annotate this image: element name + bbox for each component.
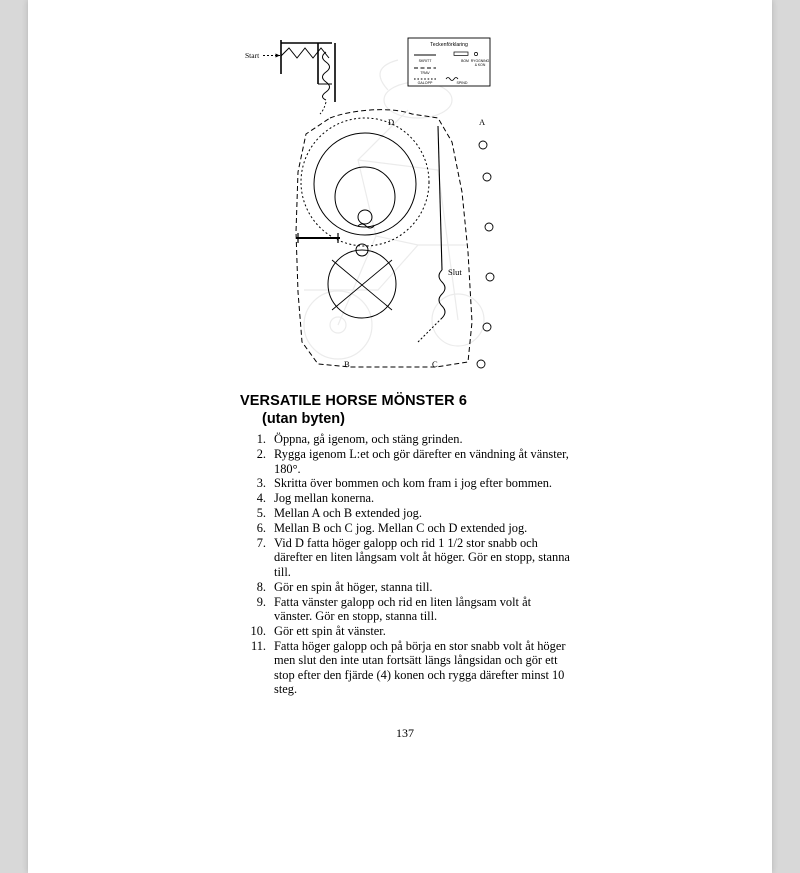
list-item [240, 447, 570, 476]
svg-text:RYGGNING: RYGGNING [470, 59, 490, 63]
step-number: 10. [250, 623, 266, 638]
long-side-line [418, 126, 445, 342]
list-item [240, 491, 570, 505]
diagram-legend [408, 38, 490, 86]
document-page [28, 0, 772, 873]
marker-b-label: B [344, 359, 350, 369]
step-text: Rygga igenom L:et och gör därefter en vändning åt vänster, 180°. [274, 447, 569, 476]
step-number: 5. [256, 506, 266, 521]
step-number: 3. [256, 476, 266, 491]
pattern-text-block [240, 392, 570, 697]
step-number: 2. [256, 447, 266, 462]
list-item [240, 476, 570, 490]
step-text: Fatta vänster galopp och rid en liten långsam volt åt vänster. Gör en stopp, stanna till. [274, 594, 532, 623]
step-number: 4. [256, 491, 266, 506]
step-text: Gör en spin åt höger, stanna till. [274, 579, 433, 594]
marker-c-label: C [432, 359, 438, 369]
step-number: 11. [250, 638, 266, 653]
diagram-marker-labels [344, 117, 486, 369]
step-text: Fatta höger galopp och på börja en stor snabb volt åt höger men slut den inte utan fortsätt längs långsidan och gör ett stop efter den fjärde (4) konen och rygga därefter minst 10 steg. [274, 638, 566, 696]
gate-and-l-backup [281, 40, 335, 114]
end-label: Slut [448, 267, 462, 277]
list-item [240, 521, 570, 535]
svg-text:TRAV: TRAV [420, 71, 430, 75]
svg-text:Start: Start [245, 51, 260, 60]
step-text: Skritta över bommen och kom fram i jog efter bommen. [274, 476, 553, 491]
canter-circle-left [328, 244, 396, 318]
pattern-diagram [240, 22, 540, 387]
canter-circles-right [301, 118, 429, 246]
svg-text:GALOPP: GALOPP [417, 81, 433, 85]
list-item [240, 580, 570, 594]
list-item [240, 432, 570, 446]
page-number: 137 [396, 726, 414, 740]
pattern-step-list [240, 432, 570, 696]
step-text: Gör ett spin åt vänster. [274, 623, 386, 638]
step-text: Jog mellan konerna. [274, 491, 375, 506]
step-number: 9. [256, 594, 266, 609]
step-text: Vid D fatta höger galopp och rid 1 1/2 stor snabb och därefter en liten långsam volt åt höger. Gör en stopp, stanna till. [274, 535, 570, 579]
svg-text:SPIND: SPIND [456, 81, 468, 85]
step-text: Öppna, gå igenom, och stäng grinden. [274, 432, 463, 447]
list-item [240, 536, 570, 579]
list-item [240, 595, 570, 624]
svg-text:SKRITT: SKRITT [418, 59, 432, 63]
start-marker [245, 51, 280, 60]
list-item [240, 506, 570, 520]
list-item [240, 624, 570, 638]
step-number: 1. [256, 432, 266, 447]
marker-d-label: D [388, 117, 395, 127]
list-item [240, 639, 570, 697]
step-number: 7. [256, 535, 266, 550]
marker-a-label: A [479, 117, 486, 127]
svg-text:& KON: & KON [474, 63, 486, 67]
step-text: Mellan B och C jog. Mellan C och D extended jog. [274, 521, 528, 536]
page-content [28, 0, 772, 873]
step-text: Mellan A och B extended jog. [274, 506, 422, 521]
step-number: 8. [256, 579, 266, 594]
cone-markers [477, 141, 494, 368]
page-title: VERSATILE HORSE MÖNSTER 6 [240, 393, 468, 409]
svg-text:Teckenförklaring: Teckenförklaring [430, 42, 468, 48]
step-number: 6. [256, 521, 266, 536]
svg-text:BOM: BOM [461, 59, 469, 63]
page-subtitle: (utan byten) [262, 411, 345, 428]
